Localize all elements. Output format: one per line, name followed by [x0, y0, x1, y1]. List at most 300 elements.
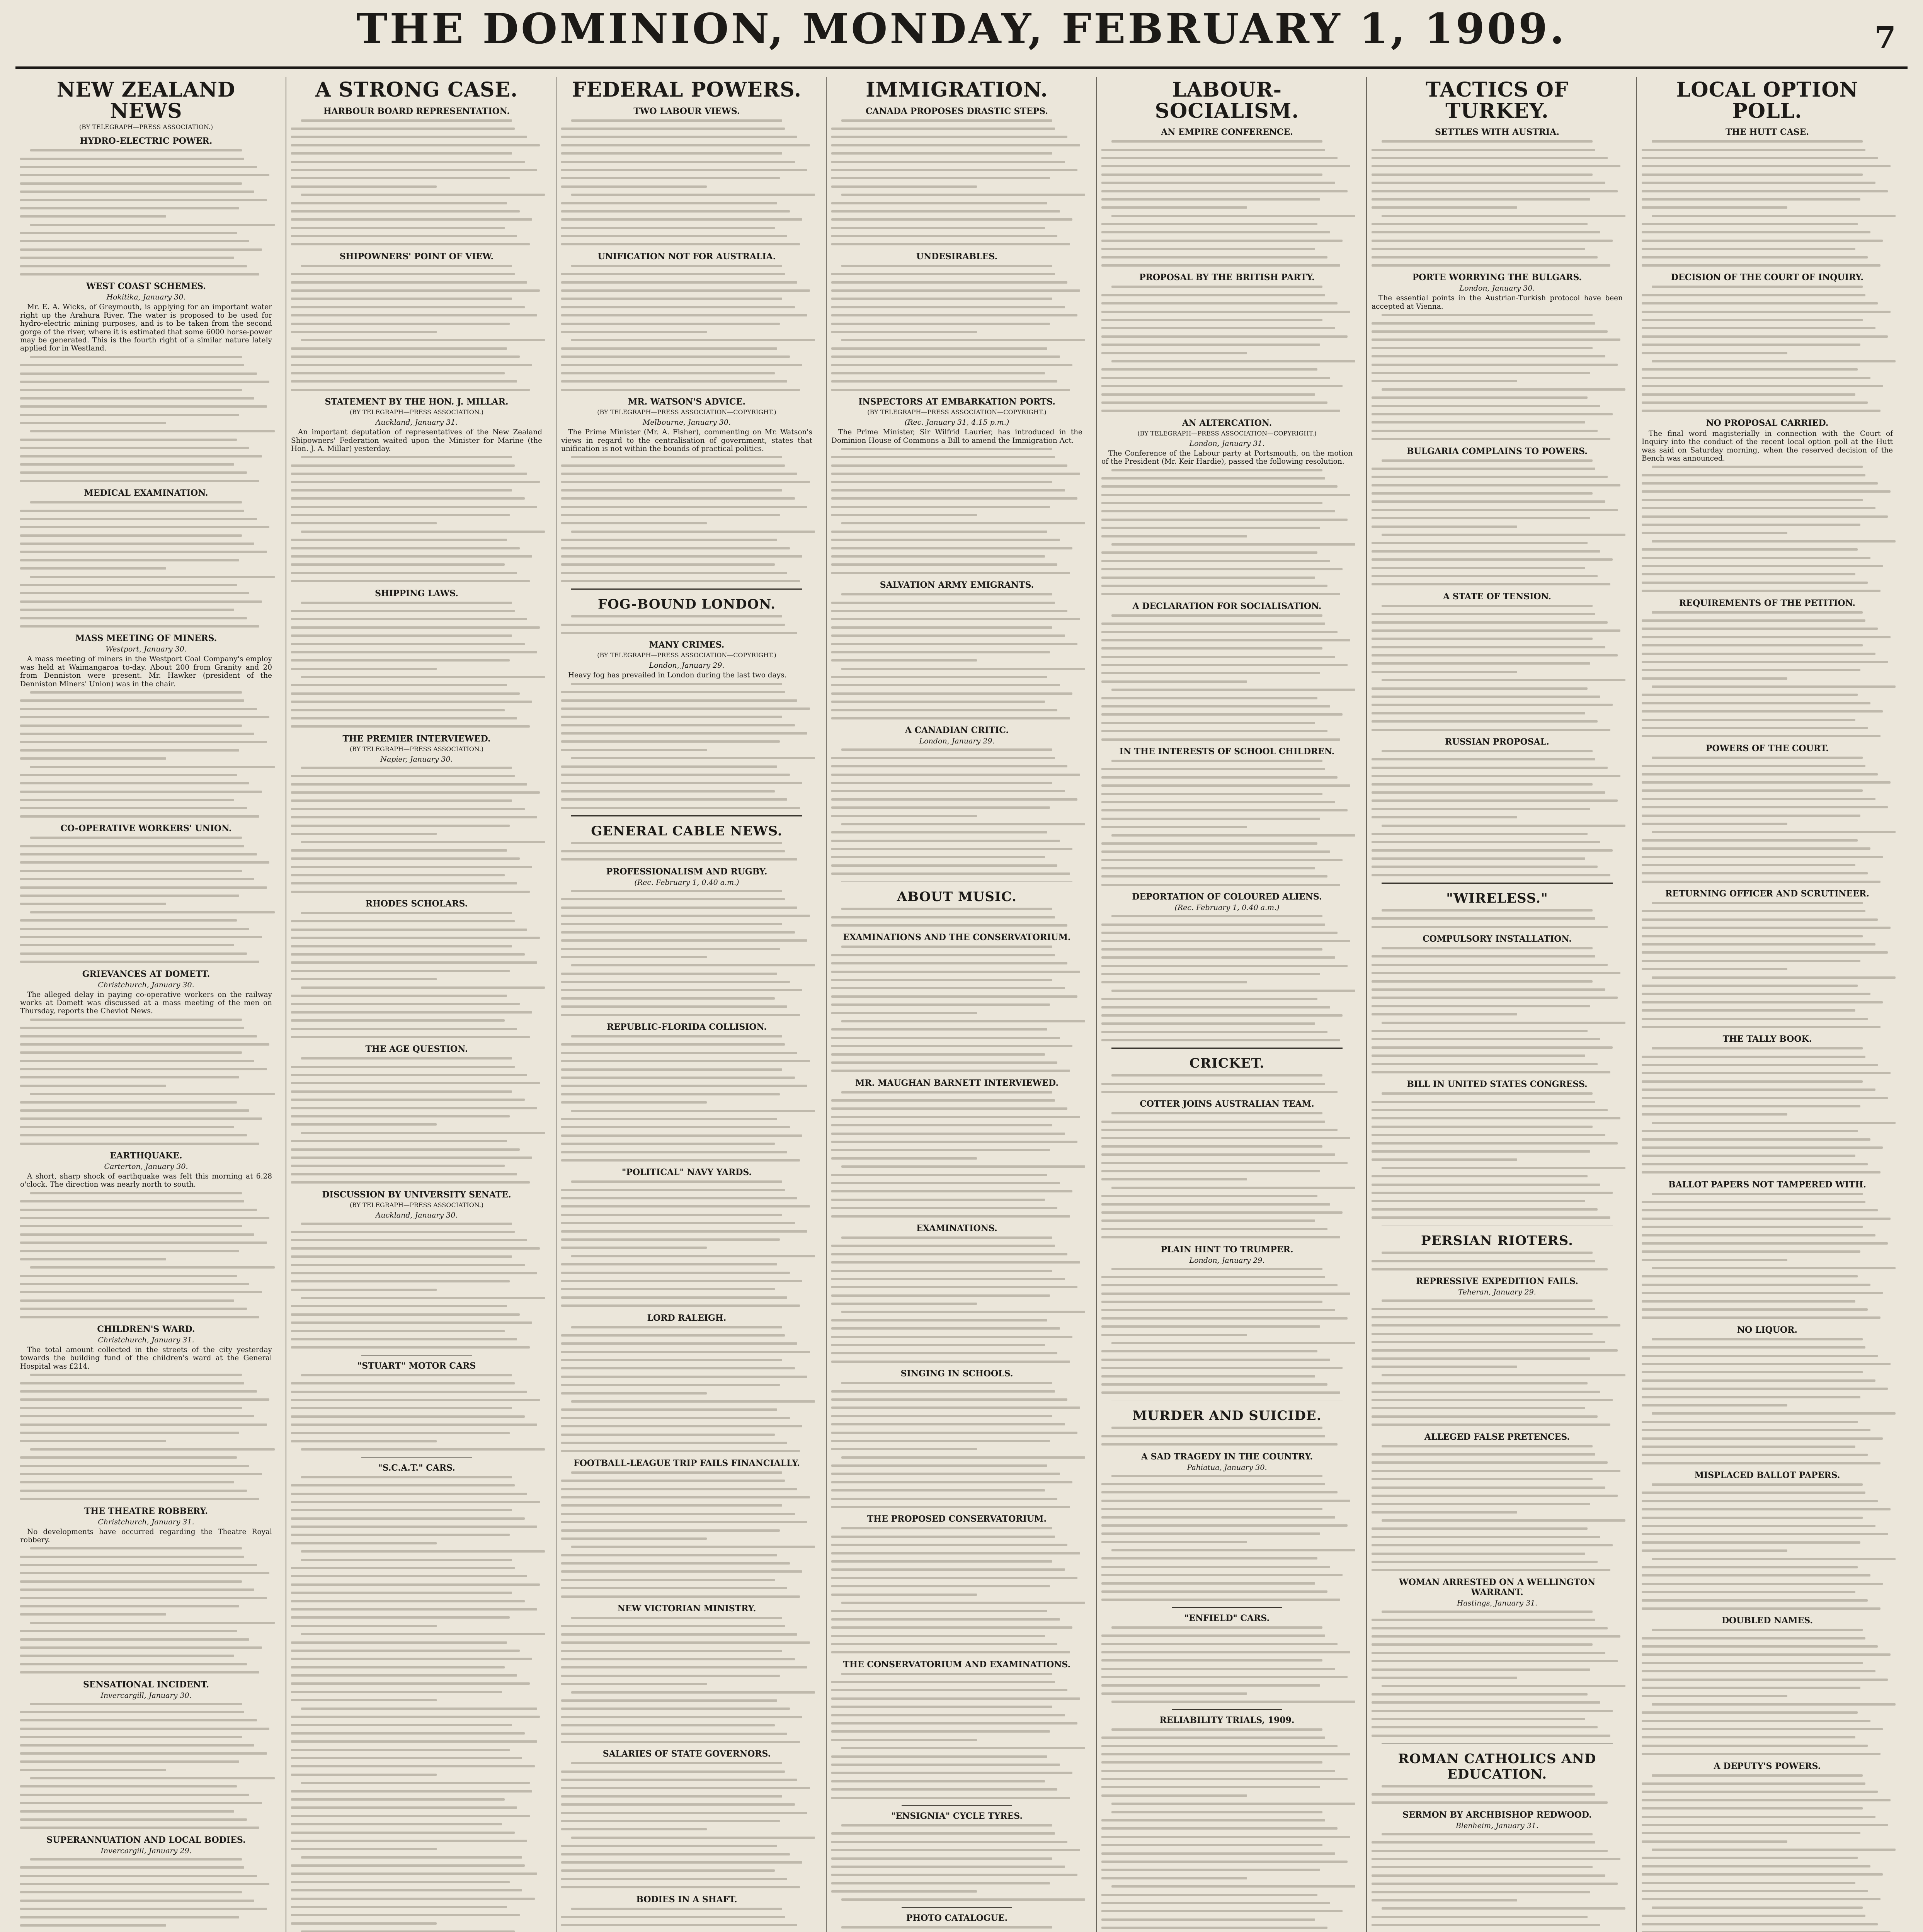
text-line: [1101, 631, 1338, 633]
text-line: [561, 732, 807, 735]
section-subhead: MR. WATSON'S ADVICE.: [628, 397, 745, 407]
text-line: [1642, 582, 1868, 584]
text-line: [1642, 735, 1880, 737]
text-line: [20, 1818, 247, 1821]
text-line: [831, 692, 1072, 695]
text-line: [561, 1288, 775, 1290]
text-line: [291, 833, 437, 835]
text-line: [291, 775, 515, 777]
text-line: [831, 643, 1077, 645]
text-line: [1642, 1533, 1888, 1535]
text-line: [561, 497, 795, 500]
text-line: [1372, 1391, 1600, 1393]
text-line: [291, 372, 505, 374]
body-text-lines: [1372, 459, 1623, 586]
text-line: [1642, 1599, 1868, 1602]
text-line: [20, 232, 237, 234]
section-subhead: MEDICAL EXAMINATION.: [84, 488, 208, 498]
text-line: [291, 1036, 530, 1038]
text-line: [1642, 1250, 1860, 1253]
text-line: [1382, 1374, 1625, 1376]
text-line: [1101, 1014, 1343, 1017]
body-text-lines: [1372, 605, 1623, 731]
text-line: [20, 405, 267, 408]
text-line: [561, 506, 807, 508]
text-line: [291, 1732, 525, 1735]
text-line: [1101, 1745, 1338, 1747]
text-line: [20, 1760, 239, 1763]
text-line: [561, 1118, 777, 1120]
text-line: [1101, 410, 1340, 412]
text-line: [1642, 918, 1878, 921]
text-line: [831, 389, 1070, 391]
text-line: [20, 447, 249, 449]
text-line: [1642, 410, 1880, 412]
column-5: [1096, 77, 1357, 1932]
body-text-lines: [20, 1374, 272, 1500]
text-line: [841, 265, 1052, 267]
text-line: [1372, 1407, 1585, 1409]
text-line: [1101, 1684, 1320, 1687]
text-line: [20, 1225, 242, 1227]
text-line: [20, 1200, 244, 1202]
text-line: [1111, 614, 1322, 617]
text-line: [1382, 825, 1625, 827]
text-line: [20, 422, 166, 424]
text-line: [561, 1442, 787, 1444]
text-line: [291, 218, 532, 221]
advertisement-title: RELIABILITY TRIALS, 1909.: [1159, 1715, 1295, 1725]
text-line: [291, 1608, 537, 1611]
text-line: [831, 169, 1077, 171]
text-line: [1642, 727, 1868, 729]
text-line: [20, 1785, 237, 1787]
text-line: [1101, 672, 1320, 674]
advertisement-title: "ENFIELD" CARS.: [1184, 1613, 1270, 1623]
text-line: [1372, 816, 1517, 818]
text-line: [841, 823, 1085, 825]
text-line: [291, 1840, 527, 1842]
text-line: [841, 448, 1052, 450]
dateline: Invercargill, January 30.: [100, 1691, 192, 1700]
text-line: [831, 1643, 1057, 1645]
text-line: [1372, 849, 1613, 852]
text-line: [831, 489, 1065, 492]
section-subhead: REPRESSIVE EXPEDITION FAILS.: [1416, 1276, 1578, 1287]
text-line: [20, 1423, 267, 1426]
text-line: [1372, 783, 1593, 786]
text-line: [831, 1866, 1065, 1868]
text-line: [831, 757, 1055, 759]
text-line: [1372, 662, 1590, 665]
body-text-lines: [831, 448, 1082, 574]
text-line: [561, 931, 795, 934]
section-divider: [1111, 1400, 1343, 1401]
byline: (BY TELEGRAPH—PRESS ASSOCIATION.): [349, 745, 484, 753]
text-line: [561, 210, 790, 213]
byline: (BY TELEGRAPH—PRESS ASSOCIATION.): [349, 408, 484, 416]
text-line: [1642, 1687, 1860, 1689]
text-line: [1372, 1054, 1585, 1057]
text-line: [831, 864, 1057, 867]
text-line: [20, 397, 254, 400]
text-line: [1382, 314, 1593, 316]
text-line: [1372, 799, 1618, 802]
text-line: [30, 430, 274, 432]
text-line: [1111, 1701, 1355, 1703]
text-line: [831, 1182, 1060, 1184]
body-text-lines: [1642, 286, 1893, 412]
text-line: [20, 414, 239, 416]
text-line: [1111, 140, 1322, 143]
text-line: [831, 1874, 1077, 1876]
text-line: [1642, 1080, 1863, 1083]
section-subhead: SALARIES OF STATE GOVERNORS.: [602, 1749, 771, 1759]
body-text-lines: [291, 119, 542, 246]
text-line: [1101, 1039, 1340, 1041]
text-line: [1372, 997, 1618, 999]
text-line: [1642, 1525, 1875, 1527]
text-line: [1101, 485, 1338, 488]
text-line: [1372, 1643, 1593, 1646]
text-line: [1642, 1915, 1865, 1917]
text-line: [30, 1374, 242, 1376]
text-line: [20, 1440, 166, 1442]
text-line: [1372, 1924, 1600, 1926]
text-line: [20, 1883, 269, 1885]
text-line: [20, 782, 249, 784]
text-line: [1642, 1308, 1868, 1311]
text-line: [1642, 1736, 1855, 1738]
article-paragraph: The Conference of the Labour party at Portsmouth, on the motion of the President (Mr. Keir Hardie), passed the following resolution.: [1101, 449, 1353, 466]
body-text-lines: [1642, 1483, 1893, 1610]
text-line: [1372, 322, 1595, 325]
text-line: [841, 1602, 1085, 1604]
text-line: [561, 314, 807, 316]
text-line: [1642, 669, 1860, 671]
text-line: [1642, 839, 1858, 842]
text-line: [831, 1361, 1070, 1363]
text-line: [1101, 884, 1340, 886]
text-line: [561, 915, 810, 917]
text-line: [1382, 909, 1593, 912]
text-line: [831, 1003, 1050, 1006]
text-line: [20, 534, 242, 537]
text-line: [1642, 1446, 1855, 1448]
text-line: [831, 314, 1077, 316]
text-line: [20, 952, 247, 955]
text-line: [20, 1209, 257, 1211]
article-headline: IMMIGRATION.: [866, 78, 1048, 102]
text-line: [831, 202, 1047, 204]
text-line: [561, 716, 782, 718]
text-line: [831, 289, 1080, 292]
text-line: [561, 1770, 785, 1773]
text-line: [291, 1881, 510, 1883]
text-line: [1101, 923, 1325, 926]
text-line: [291, 1815, 530, 1817]
text-line: [20, 724, 242, 727]
text-line: [1372, 1150, 1590, 1153]
text-line: [1372, 1793, 1595, 1796]
text-line: [1101, 206, 1247, 209]
text-line: [1372, 767, 1608, 769]
text-line: [831, 227, 1045, 229]
text-line: [1382, 534, 1625, 536]
text-line: [841, 1824, 1052, 1827]
text-line: [301, 1297, 545, 1299]
section-subhead: SETTLES WITH AUSTRIA.: [1435, 127, 1560, 138]
text-line: [841, 1898, 1085, 1901]
text-line: [291, 643, 525, 645]
text-line: [1101, 956, 1335, 959]
text-line: [1111, 915, 1322, 917]
text-line: [291, 1749, 510, 1751]
text-line: [20, 1638, 249, 1641]
text-line: [1372, 1126, 1593, 1128]
text-line: [571, 1691, 815, 1694]
text-line: [831, 1722, 1077, 1725]
text-line: [831, 1560, 1052, 1563]
text-line: [301, 1448, 545, 1451]
text-line: [571, 1546, 815, 1548]
text-line: [20, 1316, 259, 1318]
text-line: [1101, 1091, 1338, 1093]
dateline: Blenheim, January 31.: [1456, 1821, 1538, 1830]
text-line: [291, 144, 540, 146]
text-line: [1642, 327, 1875, 329]
body-text-lines: [1101, 286, 1353, 412]
text-line: [291, 799, 512, 802]
text-line: [291, 1889, 522, 1891]
body-text-lines: [561, 119, 812, 246]
text-line: [1642, 165, 1891, 167]
text-line: [1111, 1427, 1322, 1429]
text-line: [1642, 1898, 1880, 1900]
text-line: [561, 1304, 800, 1307]
text-line: [831, 1286, 1077, 1288]
dateline: Christchurch, January 30.: [98, 980, 194, 989]
section-subhead: BODIES IN A SHAFT.: [636, 1894, 737, 1905]
text-line: [291, 1264, 525, 1266]
body-text-lines: [1372, 314, 1623, 440]
text-line: [1101, 377, 1330, 379]
text-line: [1642, 1890, 1868, 1892]
text-line: [1101, 1676, 1348, 1678]
text-line: [30, 1703, 242, 1705]
text-line: [831, 701, 1045, 703]
text-line: [291, 1666, 505, 1668]
text-line: [571, 1762, 782, 1764]
text-line: [1372, 1858, 1620, 1860]
text-line: [291, 1247, 540, 1250]
text-line: [1642, 943, 1875, 946]
text-line: [1101, 713, 1343, 716]
section-subhead: TWO LABOUR VIEWS.: [633, 106, 740, 116]
text-line: [571, 265, 782, 267]
text-line: [1652, 831, 1896, 833]
text-line: [831, 684, 1060, 686]
text-line: [1642, 927, 1891, 929]
text-line: [831, 765, 1067, 767]
text-line: [1642, 499, 1863, 501]
text-line: [20, 1085, 166, 1087]
text-line: [841, 1456, 1085, 1459]
text-line: [561, 956, 707, 958]
text-line: [291, 185, 437, 188]
text-line: [20, 1866, 244, 1869]
text-line: [291, 849, 507, 852]
text-line: [30, 576, 274, 578]
text-line: [1642, 377, 1870, 379]
text-line: [1642, 1816, 1875, 1818]
section-subhead: A SAD TRAGEDY IN THE COUNTRY.: [1141, 1451, 1313, 1462]
text-line: [841, 194, 1085, 196]
dateline: London, January 30.: [1459, 284, 1535, 293]
text-line: [1372, 926, 1608, 928]
text-line: [831, 782, 1052, 784]
text-line: [291, 1567, 515, 1569]
text-line: [1642, 1355, 1878, 1357]
text-line: [831, 481, 1052, 483]
text-line: [1372, 1511, 1517, 1514]
text-line: [291, 816, 537, 818]
text-line: [1652, 1483, 1863, 1486]
text-line: [841, 668, 1085, 670]
text-line: [561, 1384, 780, 1386]
text-line: [1372, 558, 1613, 561]
text-line: [1101, 1195, 1317, 1197]
text-line: [20, 1465, 249, 1467]
text-line: [291, 1099, 525, 1101]
text-line: [1642, 1517, 1863, 1519]
text-line: [20, 1916, 239, 1918]
text-line: [1101, 510, 1335, 512]
text-line: [561, 1554, 777, 1556]
text-line: [1642, 335, 1888, 338]
text-line: [1372, 421, 1585, 423]
text-line: [561, 1699, 777, 1702]
text-line: [291, 1848, 437, 1850]
text-line: [291, 580, 530, 582]
text-line: [291, 1774, 437, 1776]
text-line: [301, 602, 512, 604]
section-subhead: SERMON BY ARCHBISHOP REDWOOD.: [1402, 1810, 1592, 1820]
text-line: [30, 837, 242, 839]
text-line: [1101, 1219, 1315, 1222]
body-text-lines: [1101, 1728, 1353, 1805]
text-line: [20, 1390, 257, 1393]
text-line: [20, 1588, 254, 1591]
text-line: [561, 699, 797, 702]
text-line: [1372, 964, 1608, 966]
text-line: [291, 1019, 505, 1022]
body-text-lines: [1101, 1811, 1353, 1932]
text-line: [561, 790, 775, 793]
text-line: [291, 1682, 530, 1685]
text-line: [291, 152, 512, 155]
text-line: [1101, 1083, 1325, 1085]
text-line: [1652, 140, 1863, 143]
text-line: [20, 240, 249, 242]
text-line: [1642, 1462, 1880, 1464]
text-line: [1642, 1832, 1860, 1834]
text-line: [561, 372, 775, 374]
text-line: [20, 1671, 259, 1673]
body-text-lines: [831, 265, 1082, 391]
text-line: [1372, 500, 1605, 503]
text-line: [831, 634, 1065, 637]
text-line: [1642, 1371, 1863, 1373]
text-line: [20, 1891, 242, 1893]
text-line: [1652, 540, 1896, 543]
text-line: [1111, 1811, 1322, 1813]
text-line: [1101, 401, 1327, 404]
text-line: [291, 692, 520, 695]
text-line: [1372, 1316, 1608, 1318]
body-text-lines: [1101, 760, 1353, 886]
body-text-lines: [831, 1926, 1082, 1932]
text-line: [561, 1886, 800, 1888]
section-divider: [1382, 1743, 1613, 1744]
text-line: [831, 1270, 1052, 1272]
text-line: [831, 1585, 1050, 1587]
text-line: [831, 610, 1067, 612]
section-subhead: MANY CRIMES.: [649, 640, 725, 650]
text-line: [831, 1610, 1047, 1612]
page-number: 7: [1874, 19, 1896, 56]
text-line: [1101, 1778, 1348, 1780]
section-divider: [902, 1907, 1012, 1908]
text-line: [561, 1650, 782, 1652]
text-line: [1372, 1801, 1608, 1804]
text-line: [1372, 1005, 1590, 1007]
section-subhead: SUPERANNUATION AND LOCAL BODIES.: [46, 1835, 246, 1845]
text-line: [831, 1012, 977, 1014]
text-line: [291, 1090, 512, 1093]
text-line: [1372, 712, 1585, 714]
text-line: [1652, 611, 1863, 614]
text-line: [1642, 661, 1888, 663]
text-line: [831, 1253, 1067, 1255]
text-line: [1642, 190, 1888, 192]
text-line: [561, 939, 807, 942]
text-line: [1372, 583, 1610, 585]
text-line: [1372, 1726, 1598, 1728]
section-subhead: AN EMPIRE CONFERENCE.: [1161, 127, 1293, 138]
text-line: [1372, 1341, 1605, 1343]
text-line: [1101, 1566, 1330, 1568]
text-line: [561, 1666, 807, 1668]
text-line: [1111, 1342, 1355, 1344]
text-line: [1382, 1785, 1593, 1787]
text-line: [291, 563, 505, 566]
text-line: [561, 144, 810, 146]
article-headline: FEDERAL POWERS.: [572, 78, 802, 102]
body-text-lines: [291, 767, 542, 893]
text-line: [1642, 1583, 1883, 1585]
text-line: [831, 1336, 1072, 1338]
section-subhead: FOOTBALL-LEAGUE TRIP FAILS FINANCIALLY.: [573, 1458, 800, 1468]
text-line: [561, 389, 800, 391]
article-headline: ABOUT MUSIC.: [897, 889, 1017, 905]
text-line: [20, 1134, 247, 1136]
text-line: [1101, 680, 1247, 683]
text-line: [831, 218, 1072, 221]
text-line: [561, 1724, 775, 1726]
text-line: [831, 1190, 1072, 1192]
text-line: [291, 1115, 510, 1117]
